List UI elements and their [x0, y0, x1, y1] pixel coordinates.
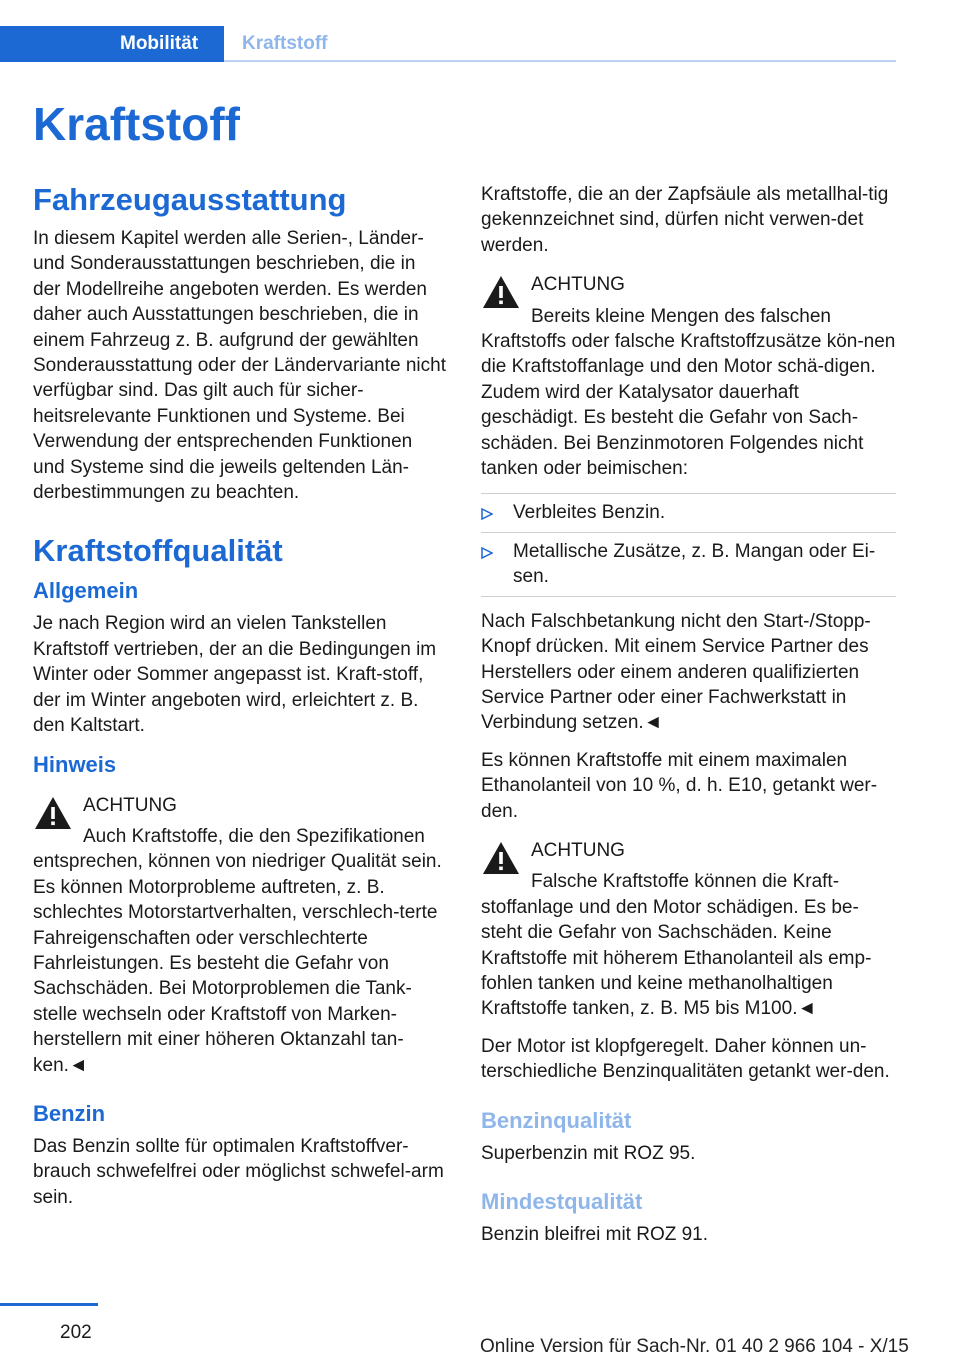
header-rule	[224, 60, 896, 62]
left-column	[33, 180, 448, 1222]
tab-mobilitaet: Mobilität	[0, 26, 224, 62]
paragraph-allgemein: Je nach Region wird an vielen Tankstellen Kraftstoff vertrieben, der an die Bedingungen im Winter oder Sommer angepasst ist. Kraft-stoff, der im Winter angeboten wird, erleichtert z. B. den Kaltstart.	[33, 613, 437, 737]
right-column	[481, 182, 896, 1259]
paragraph-metallhaltig: Kraftstoffe, die an der Zapfsäule als metallhal-tig gekennzeichnet sind, dürfen nicht verwen-det werden.	[481, 184, 889, 256]
footer-text: Online Version für Sach-Nr. 01 40 2 966 104 - X/15	[480, 1336, 909, 1357]
bullet-list	[481, 493, 896, 596]
triangle-right-icon	[481, 547, 493, 559]
warning-text: Auch Kraftstoffe, die den Spezifikationen entsprechen, können von niedriger Qualität sein. Es können Motorprobleme auftreten, z. B. schlechtes Motorstartverhalten, verschlech-terte Fahreigenschaften oder verschlechterte Fahrleistungen. Es besteht die Gefahr von Sachschäden. Bei Motorproblemen die Tank-stelle wechseln oder Kraftstoff von Marken-herstellern mit einer höheren Oktanzahl tan-ken.◄	[33, 825, 442, 1076]
paragraph-fahrzeugausstattung: In diesem Kapitel werden alle Serien-, Länder- und Sonderausstattungen beschrieben, die in der Modellreihe angeboten werden. Es werden daher auch Ausstattungen beschrieben, die in einem Fahrzeug z. B. aufgrund der gewählten Sonderausstattung oder der Ländervariante nicht verfügbar sind. Das gilt auch für sicher-heitsrelevante Funktionen und Systeme. Bei Verwendung der entsprechenden Funktionen und Systeme sind die jeweils geltenden Län-derbestimmungen zu beachten.	[33, 228, 446, 504]
warning-text: Bereits kleine Mengen des falschen Kraftstoffs oder falsche Kraftstoffzusätze kön-nen die Kraftstoffanlage und den Motor schä-digen. Zudem wird der Katalysator dauerhaft geschädigt. Es besteht die Gefahr von Sach-schäden. Bei Benzinmotoren Folgendes nicht tanken oder beimischen:	[481, 305, 896, 480]
paragraph-ethanol: Es können Kraftstoffe mit einem maximalen Ethanolanteil von 10 %, d. h. E10, getankt wer-den.	[481, 749, 878, 822]
section-title-fahrzeugausstattung: Fahrzeugausstattung	[33, 182, 347, 217]
subsection-title-benzinqualitaet: Benzinqualität	[481, 1107, 632, 1133]
page-number-bar	[0, 1303, 98, 1306]
warning-box	[481, 838, 896, 1022]
section-title-kraftstoffqualitaet: Kraftstoffqualität	[33, 533, 283, 569]
subsection-title-mindestqualitaet: Mindestqualität	[481, 1189, 643, 1214]
warning-text: Falsche Kraftstoffe können die Kraft-stoffanlage und den Motor schädigen. Es be-steht die Gefahr von Sachschäden. Keine Kraftstoffe mit höherem Ethanolanteil als emp-fohlen tanken und keine methanolhaltigen Kraftstoffe tanken, z. B. M5 bis M100.◄	[481, 871, 872, 1020]
paragraph-benzin: Das Benzin sollte für optimalen Kraftstoffver-brauch schwefelfrei oder möglichst schwefel-arm sein.	[33, 1135, 444, 1208]
warning-title: ACHTUNG	[531, 274, 625, 296]
tab-kraftstoff: Kraftstoff	[242, 33, 328, 54]
subsection-title-allgemein: Allgemein	[33, 578, 139, 604]
list-item	[481, 494, 896, 532]
header-tabs	[0, 26, 328, 62]
list-item-text: Verbleites Benzin.	[513, 502, 666, 524]
warning-triangle-icon	[481, 274, 521, 310]
list-item	[481, 533, 896, 597]
warning-triangle-icon	[481, 840, 521, 876]
page-number: 202	[60, 1322, 92, 1343]
paragraph-falschbetankung: Nach Falschbetankung nicht den Start-/Stopp-Knopf drücken. Mit einem Service Partner des Herstellers oder einem anderen qualifizierten Service Partner oder einer Fachwerkstatt in Verbindung setzen.◄	[481, 610, 871, 734]
warning-triangle-icon	[33, 795, 73, 831]
page-title: Kraftstoff	[33, 98, 240, 150]
warning-title: ACHTUNG	[531, 839, 625, 861]
paragraph-benzinqualitaet: Superbenzin mit ROZ 95.	[481, 1142, 696, 1164]
triangle-right-icon	[481, 508, 493, 520]
paragraph-klopfgeregelt: Der Motor ist klopfgeregelt. Daher können un-terschiedliche Benzinqualitäten getankt wer-den.	[481, 1035, 890, 1083]
warning-box	[481, 272, 896, 481]
subsection-title-hinweis: Hinweis	[33, 751, 117, 777]
warning-title: ACHTUNG	[83, 794, 177, 816]
list-item-text: Metallische Zusätze, z. B. Mangan oder Ei-sen.	[513, 540, 876, 588]
warning-box	[33, 793, 448, 1078]
paragraph-mindestqualitaet: Benzin bleifrei mit ROZ 91.	[481, 1224, 709, 1245]
subsection-title-benzin: Benzin	[33, 1100, 106, 1126]
